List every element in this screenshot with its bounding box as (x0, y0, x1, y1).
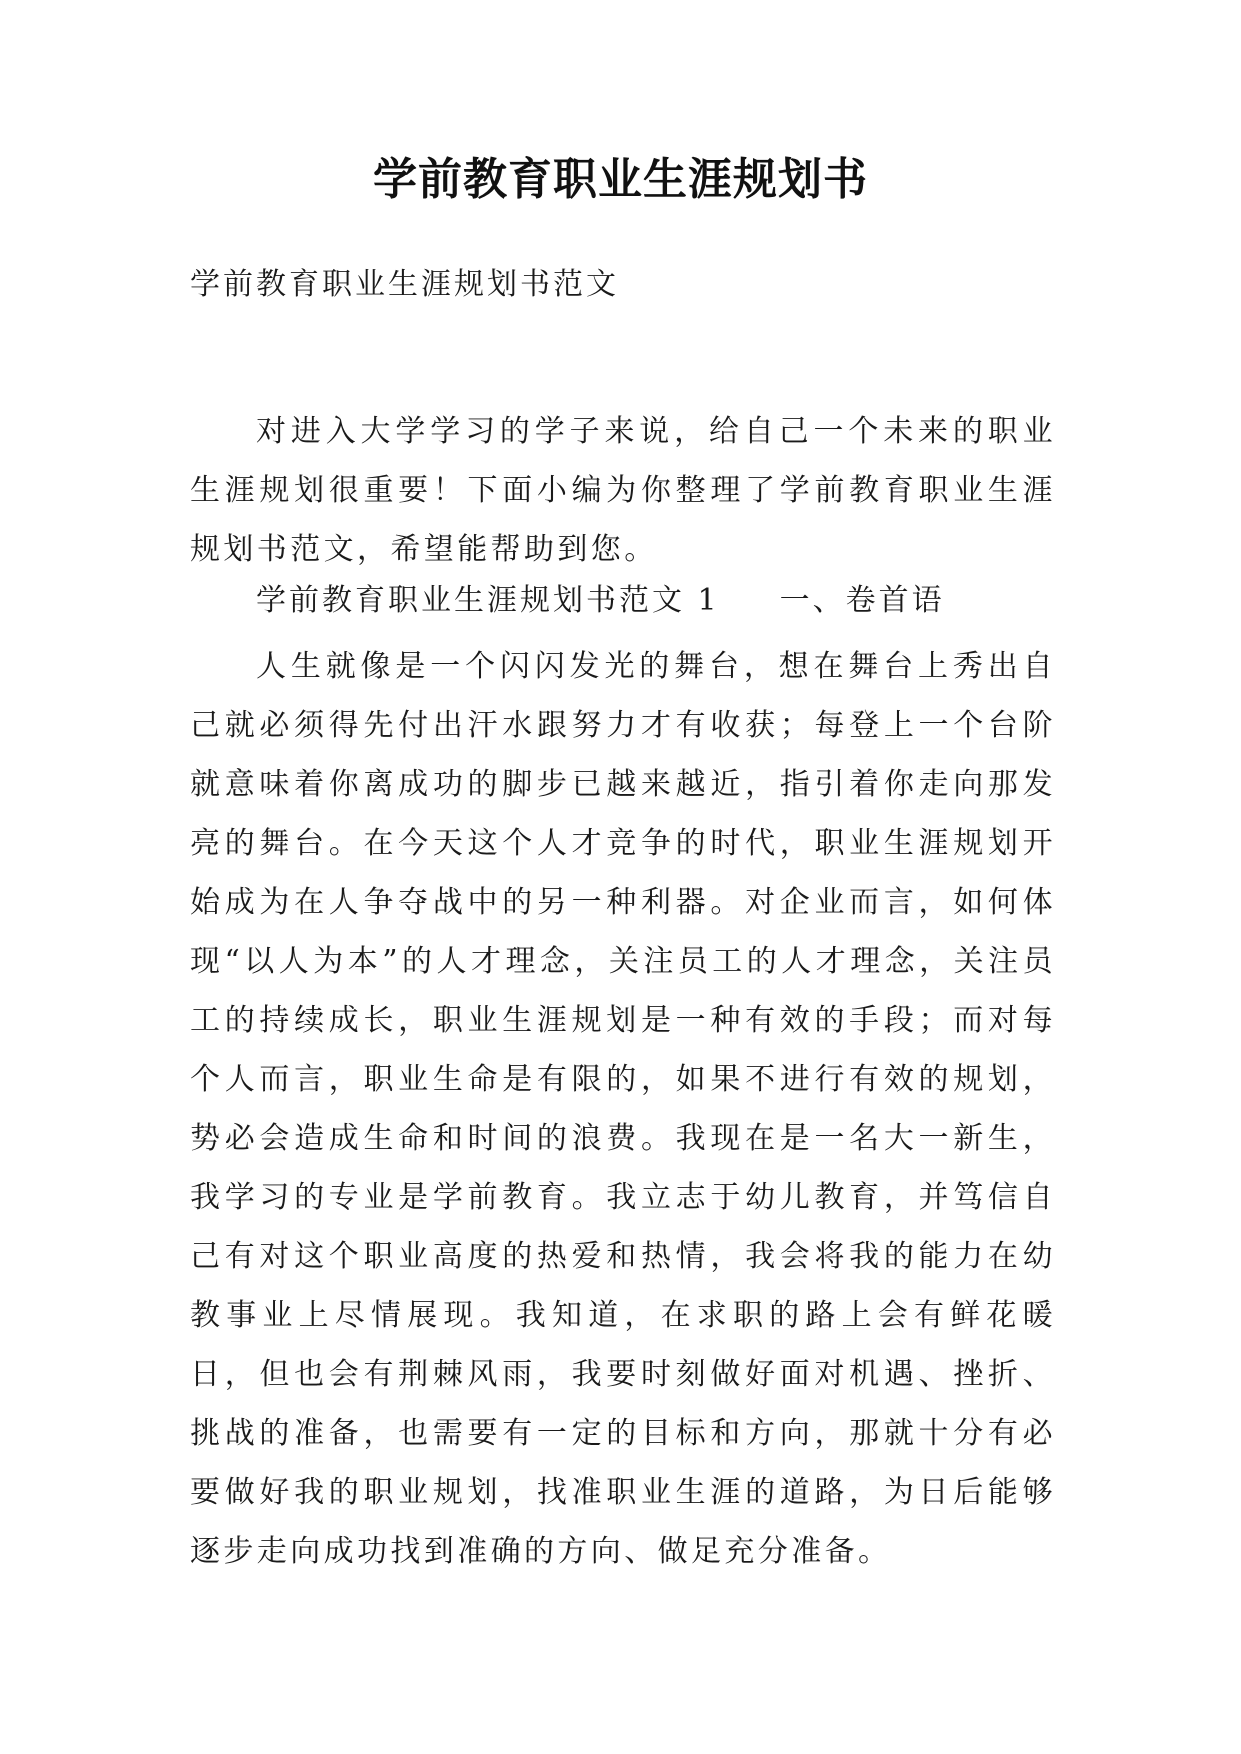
document-title: 学前教育职业生涯规划书 (373, 154, 868, 205)
sample-label: 学前教育职业生涯规划书范文 1 (256, 583, 720, 618)
section-line (256, 578, 945, 624)
section-heading: 一、卷首语 (779, 583, 945, 618)
intro-paragraph: 对进入大学学习的学子来说，给自己一个未来的职业生涯规划很重要！下面小编为你整理了学前教育职业生涯规划书范文，希望能帮助到您。 (190, 414, 1056, 567)
document-subtitle: 学前教育职业生涯规划书范文 (190, 267, 619, 302)
main-paragraph: 人生就像是一个闪闪发光的舞台，想在舞台上秀出自己就必须得先付出汗水跟努力才有收获；每登上一个台阶就意味着你离成功的脚步已越来越近，指引着你走向那发亮的舞台。在今天这个人才竞争的时代，职业生涯规划开始成为在人争夺战中的另一种利器。对企业而言，如何体现“以人为本”的人才理念，关注员工的人才理念，关注员工的持续成长，职业生涯规划是一种有效的手段；而对每个人而言，职业生命是有限的，如果不进行有效的规划，势必会造成生命和时间的浪费。我现在是一名大一新生，我学习的专业是学前教育。我立志于幼儿教育，并笃信自己有对这个职业高度的热爱和热情，我会将我的能力在幼教事业上尽情展现。我知道，在求职的路上会有鲜花暖日，但也会有荆棘风雨，我要时刻做好面对机遇、挫折、挑战的准备，也需要有一定的目标和方向，那就十分有必要做好我的职业规划，找准职业生涯的道路，为日后能够逐步走向成功找到准确的方向、做足充分准备。 (190, 649, 1056, 1569)
